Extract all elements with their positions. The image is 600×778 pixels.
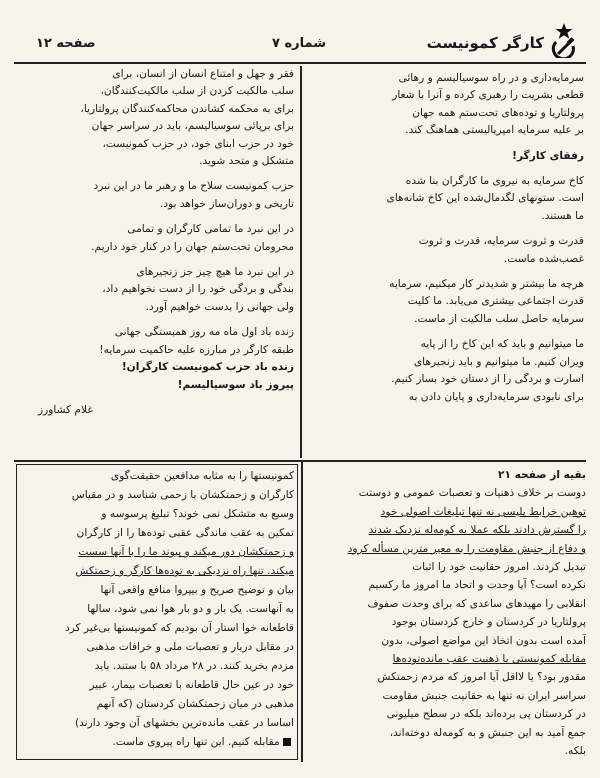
signature: غلام کشاورز <box>38 403 93 416</box>
para-line: است. ستونهای لگدمال‌شده این کاخ شانه‌های <box>386 192 584 205</box>
para-line: برای به محکمه کشاندن محاکمه‌کنندگان پرولتاریا، <box>80 102 294 115</box>
para-line: اساسا در عقب مانده‌ترین بخشهای آن وجود دارند) <box>74 717 294 729</box>
slogan: پیروز باد سوسیالیسم! <box>177 378 294 391</box>
para-line: جمع آمید به این جنبش و به کومه‌له دوخته‌اند، <box>389 726 586 739</box>
para-line: قاطعانه خوا استار آن بودیم که کمونیستها بی‌غیر کرد <box>64 622 294 634</box>
para-line: وسیع به متشکل نمی خوند؟ تبلیغ پرسوسه و <box>101 508 294 520</box>
intro-line: بر علیه سرمایه امپریالیستی هماهنگ کند. <box>405 124 584 137</box>
para-line: برای نابودی سرمایه‌داری و پایان دادن به <box>408 390 584 403</box>
para-line <box>22 733 294 752</box>
top-right-column <box>306 70 584 456</box>
slogan: طبقه کارگر در مبارزه علیه حاکمیت سرمایه! <box>99 343 294 356</box>
para-line: ما میتوانیم و باید که این کاخ را از پایه <box>420 338 584 351</box>
para-line: سراسر ایران نه تنها به حقانیت جنبش مقاومت <box>382 689 586 702</box>
intro-line: قطعی بشریت را رهبری کرده و آنرا با شعار <box>392 89 584 102</box>
para-line: بیان و توضیح صریح و بیپروا منافع واقعی آنها <box>100 584 294 596</box>
para-line: اسارت و بردگی را از دستان خود بساز کنیم. <box>391 373 584 386</box>
para-line: ولی جهانی را بدست خواهیم آورد. <box>145 300 294 313</box>
bottom-left-column <box>22 467 294 757</box>
section-divider <box>14 460 586 462</box>
header-rule <box>14 62 586 64</box>
para-line: هرچه ما بیشتر و شدیدتر کار میکنیم، سرمایه <box>389 278 584 291</box>
para-line: بندگی و بردگی خود را از دست نخواهیم داد، <box>102 283 294 296</box>
para-line: قدرت و ثروت سرمایه، قدرت و ثروت <box>418 235 584 248</box>
para-line: در مقابل دربار و تعصبات ملی و خرافات مذهبی <box>86 641 294 653</box>
bottom-right-column <box>306 466 586 762</box>
para-line: توهین خرابط پلیسی نه تنها تبلیغات اصولی خود <box>380 505 586 518</box>
para-line: مقابله کمونیستی با ذهنیت عقب مانده‌توده‌ها <box>392 653 586 666</box>
para-line: بلکه. <box>564 745 586 758</box>
para-line: ویران کنیم. ما میتوانیم و باید زنجیرهای <box>413 355 584 368</box>
final-line: مقابله کنیم. این تنها راه پیروی ماست. <box>112 736 280 748</box>
slogan: زنده باد حزب کمونیست کارگران! <box>121 361 294 374</box>
para-line: تبدیل کردند. امروز حقانیت خود را اثبات <box>412 561 586 574</box>
para-line: انقلابی را مهیدهای ساعدی که برای وحدت صفوف <box>367 597 586 610</box>
para-line: خود در عین حال قاطعانه با تعصبات بیمار، عبیر <box>89 679 294 691</box>
para-line: پرولتاریا در کردستان و خارج کردستان بوجود <box>391 616 586 629</box>
para-line: قدرت اجتماعی بیشتری می‌یابد. ما کلیت <box>407 295 584 308</box>
para-line: در این نبرد ما تمامی کارگران و تمامی <box>127 223 294 236</box>
para-line: دوست بر خلاف ذهنیات و تعصبات عمومی و دوستت <box>358 487 586 500</box>
para-line: و زحمتکشان دور میکند و پیوند ما را با آنها سست <box>78 546 294 558</box>
intro-line: سرمایه‌داری و در راه سوسیالیسم و رهائی <box>398 72 584 84</box>
page-header <box>14 8 586 60</box>
para-line: کاخ سرمایه به نیروی ما کارگران بنا شده <box>405 175 584 188</box>
para-line: در کردستان پی برده‌اند بلکه در سطح میلیونی <box>386 708 586 721</box>
column-divider <box>301 462 303 762</box>
para-line: در این نبرد ما هیچ چیز جز زنجیرهای <box>136 266 294 279</box>
para-line: به آنهاست. یک بار و دو بار هوا نمی شود، سالها <box>87 603 294 615</box>
intro-line: پرولتاریا و توده‌های تحت‌ستم همه جهان <box>412 106 584 119</box>
para-line: برای برپائی سوسیالیسم، باید در سراسر جهان <box>91 120 294 133</box>
para-line: حزب کمونیست سلاح ما و رهبر ما در این نبرد <box>93 180 294 193</box>
hammer-sickle-star-icon <box>548 22 580 58</box>
para-line: فقر و جهل و امتناع انسان از انسان، برای <box>112 68 294 80</box>
end-mark-icon <box>283 738 291 746</box>
page-number: صفحه ۱۲ <box>36 36 96 51</box>
para-line: غصب‌شده ماست. <box>503 252 584 265</box>
para-line: مقدور بود؟ یا لااقل آیا امروز که مردم زحمتکش <box>377 671 586 684</box>
top-left-column <box>18 66 294 456</box>
para-line: و دفاع از جنبش مقاومت را به معیر مترین مسأله کرود <box>347 542 586 555</box>
para-line: متشکل و متحد شوید. <box>199 155 294 168</box>
para-line: کمونیستها را به مثابه مدافعین حقیقت‌گوی <box>110 470 294 482</box>
para-line: ما هستند. <box>541 209 584 222</box>
para-line: آمده است بدون اتخاذ این مواضع اصولی، بدون <box>381 634 586 647</box>
para-line: تاریخی و دوران‌ساز خواهد بود. <box>159 197 294 210</box>
column-divider <box>300 66 302 458</box>
issue-number: شماره ۷ <box>272 36 327 51</box>
para-line: سلب مالکیت کردن از سلب مالکیت‌کنندگان، <box>100 85 294 98</box>
para-line: نکرده است؟ آیا وحدت و اتحاد ما امروز ما رکسیم <box>368 579 586 592</box>
slogan: زنده باد اول ماه مه روز همبستگی جهانی <box>114 326 294 339</box>
para-line: مزدم بخرید کنند. در ۲۸ مرداد ۵۸ با ستند. باید <box>94 660 294 672</box>
para-line: میکند. تنها راه نزدیکی به توده‌ها کارگر و زحمتکش <box>75 565 294 577</box>
salutation: رفقای کارگر! <box>512 149 584 162</box>
para-line: مذهبی در میان زحمتکشان کردستان (که آنهم <box>96 698 294 710</box>
para-line: محرومان تحت‌ستم جهان را در کنار خود داریم. <box>91 240 294 253</box>
para-line: تمکین به عقب ماندگی عقبی توده‌ها را از کارگران <box>76 527 294 539</box>
para-line: کارگران و زحمتکشان با زحمی شناسد و در مقیاس <box>71 489 294 501</box>
para-line: را گسترش دادند بلکه عملا به کومه‌له نزدیک شدند <box>368 524 586 537</box>
masthead-title: کارگر کمونیست <box>426 34 544 52</box>
para-line: خود در حزب ابنای خود، در حزب کمونیست، <box>102 137 294 150</box>
para-line: سرمایه حاصل سلب مالکیت از ماست. <box>414 312 584 325</box>
continued-from-heading: بقیه از صفحه ۲۱ <box>497 469 586 481</box>
